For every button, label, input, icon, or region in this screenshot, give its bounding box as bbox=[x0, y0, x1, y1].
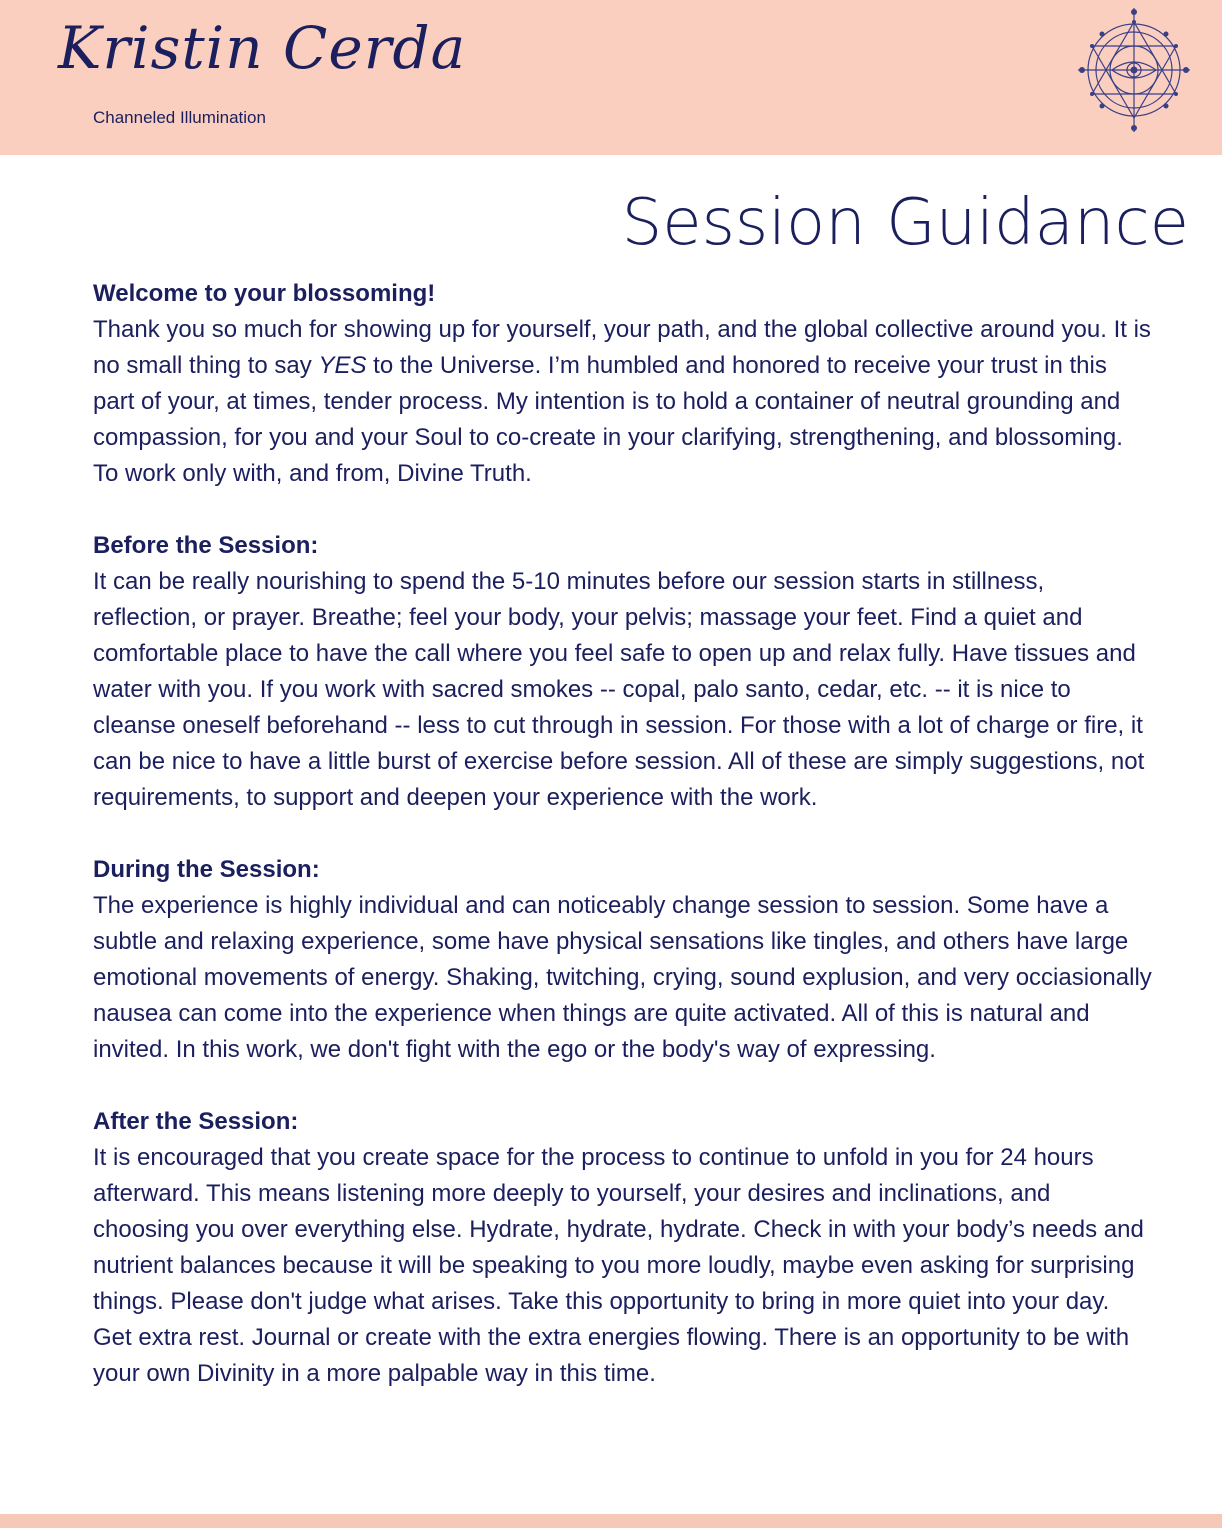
brand-tagline: Channeled Illumination bbox=[93, 108, 266, 127]
section-body bbox=[93, 312, 1153, 492]
section-heading: During the Session: bbox=[93, 856, 320, 883]
section-body: It is encouraged that you create space for the process to continue to unfold in you for 24 hours afterward. This means listening more deeply to yourself, your desires and inclinations, and choosing you over everything else. Hydrate, hydrate, hydrate. Check in with your body’s needs and nutrient balances because it will be speaking to you more loudly, maybe even asking for surprising things. Please don't judge what arises. Take this opportunity to bring in more quiet into your day. Get extra rest. Journal or create with the extra energies flowing. There is an opportunity to be with your own Divinity in a more palpable way in this time. bbox=[93, 1144, 1144, 1387]
footer-band bbox=[0, 1514, 1222, 1528]
section-body: It can be really nourishing to spend the 5-10 minutes before our session starts in stillness, reflection, or prayer. Breathe; feel your body, your pelvis; massage your feet. Find a quiet and comfortable place to have the call where you feel safe to open up and relax fully. Have tissues and water with you. If you work with sacred smokes -- copal, palo santo, cedar, etc. -- it is nice to cleanse oneself beforehand -- less to cut through in session. For those with a lot of charge or fire, it can be nice to have a little burst of exercise before session. All of these are simply suggestions, not requirements, to support and deepen your experience with the work. bbox=[93, 568, 1145, 811]
section-heading: Welcome to your blossoming! bbox=[93, 280, 436, 307]
body-text: to the Universe. I’m humbled and honored to receive your trust in this part of your, at times, tender process. My intention is to hold a container of neutral grounding and compassion, for you and your Soul to co-create in your clarifying, strengthening, and blossoming. To work only with, and from, Divine Truth. bbox=[93, 352, 1123, 487]
section-after bbox=[93, 1104, 1153, 1392]
section-heading: After the Session: bbox=[93, 1108, 299, 1135]
guidance-content bbox=[93, 276, 1153, 1428]
section-body: The experience is highly individual and can noticeably change session to session. Some have a subtle and relaxing experience, some have physical sensations like tingles, and others have large emotional movements of energy. Shaking, twitching, crying, sound explusion, and very occiasionally nausea can come into the experience when things are quite activated. All of this is natural and invited. In this work, we don't fight with the ego or the body's way of expressing. bbox=[93, 892, 1152, 1063]
section-heading: Before the Session: bbox=[93, 532, 319, 559]
body-text: Thank you so much for showing up for yourself, your path, and the global collective around you. It is no small thing to say bbox=[93, 316, 1151, 379]
all-seeing-eye-icon bbox=[1072, 4, 1196, 134]
section-during bbox=[93, 852, 1153, 1068]
header-band bbox=[0, 0, 1222, 155]
section-before bbox=[93, 528, 1153, 816]
brand-logo-script: Kristin Cerda bbox=[58, 14, 467, 82]
page-title: Session Guidance bbox=[621, 186, 1189, 260]
body-emphasis: YES bbox=[318, 352, 367, 379]
section-welcome bbox=[93, 276, 1153, 492]
